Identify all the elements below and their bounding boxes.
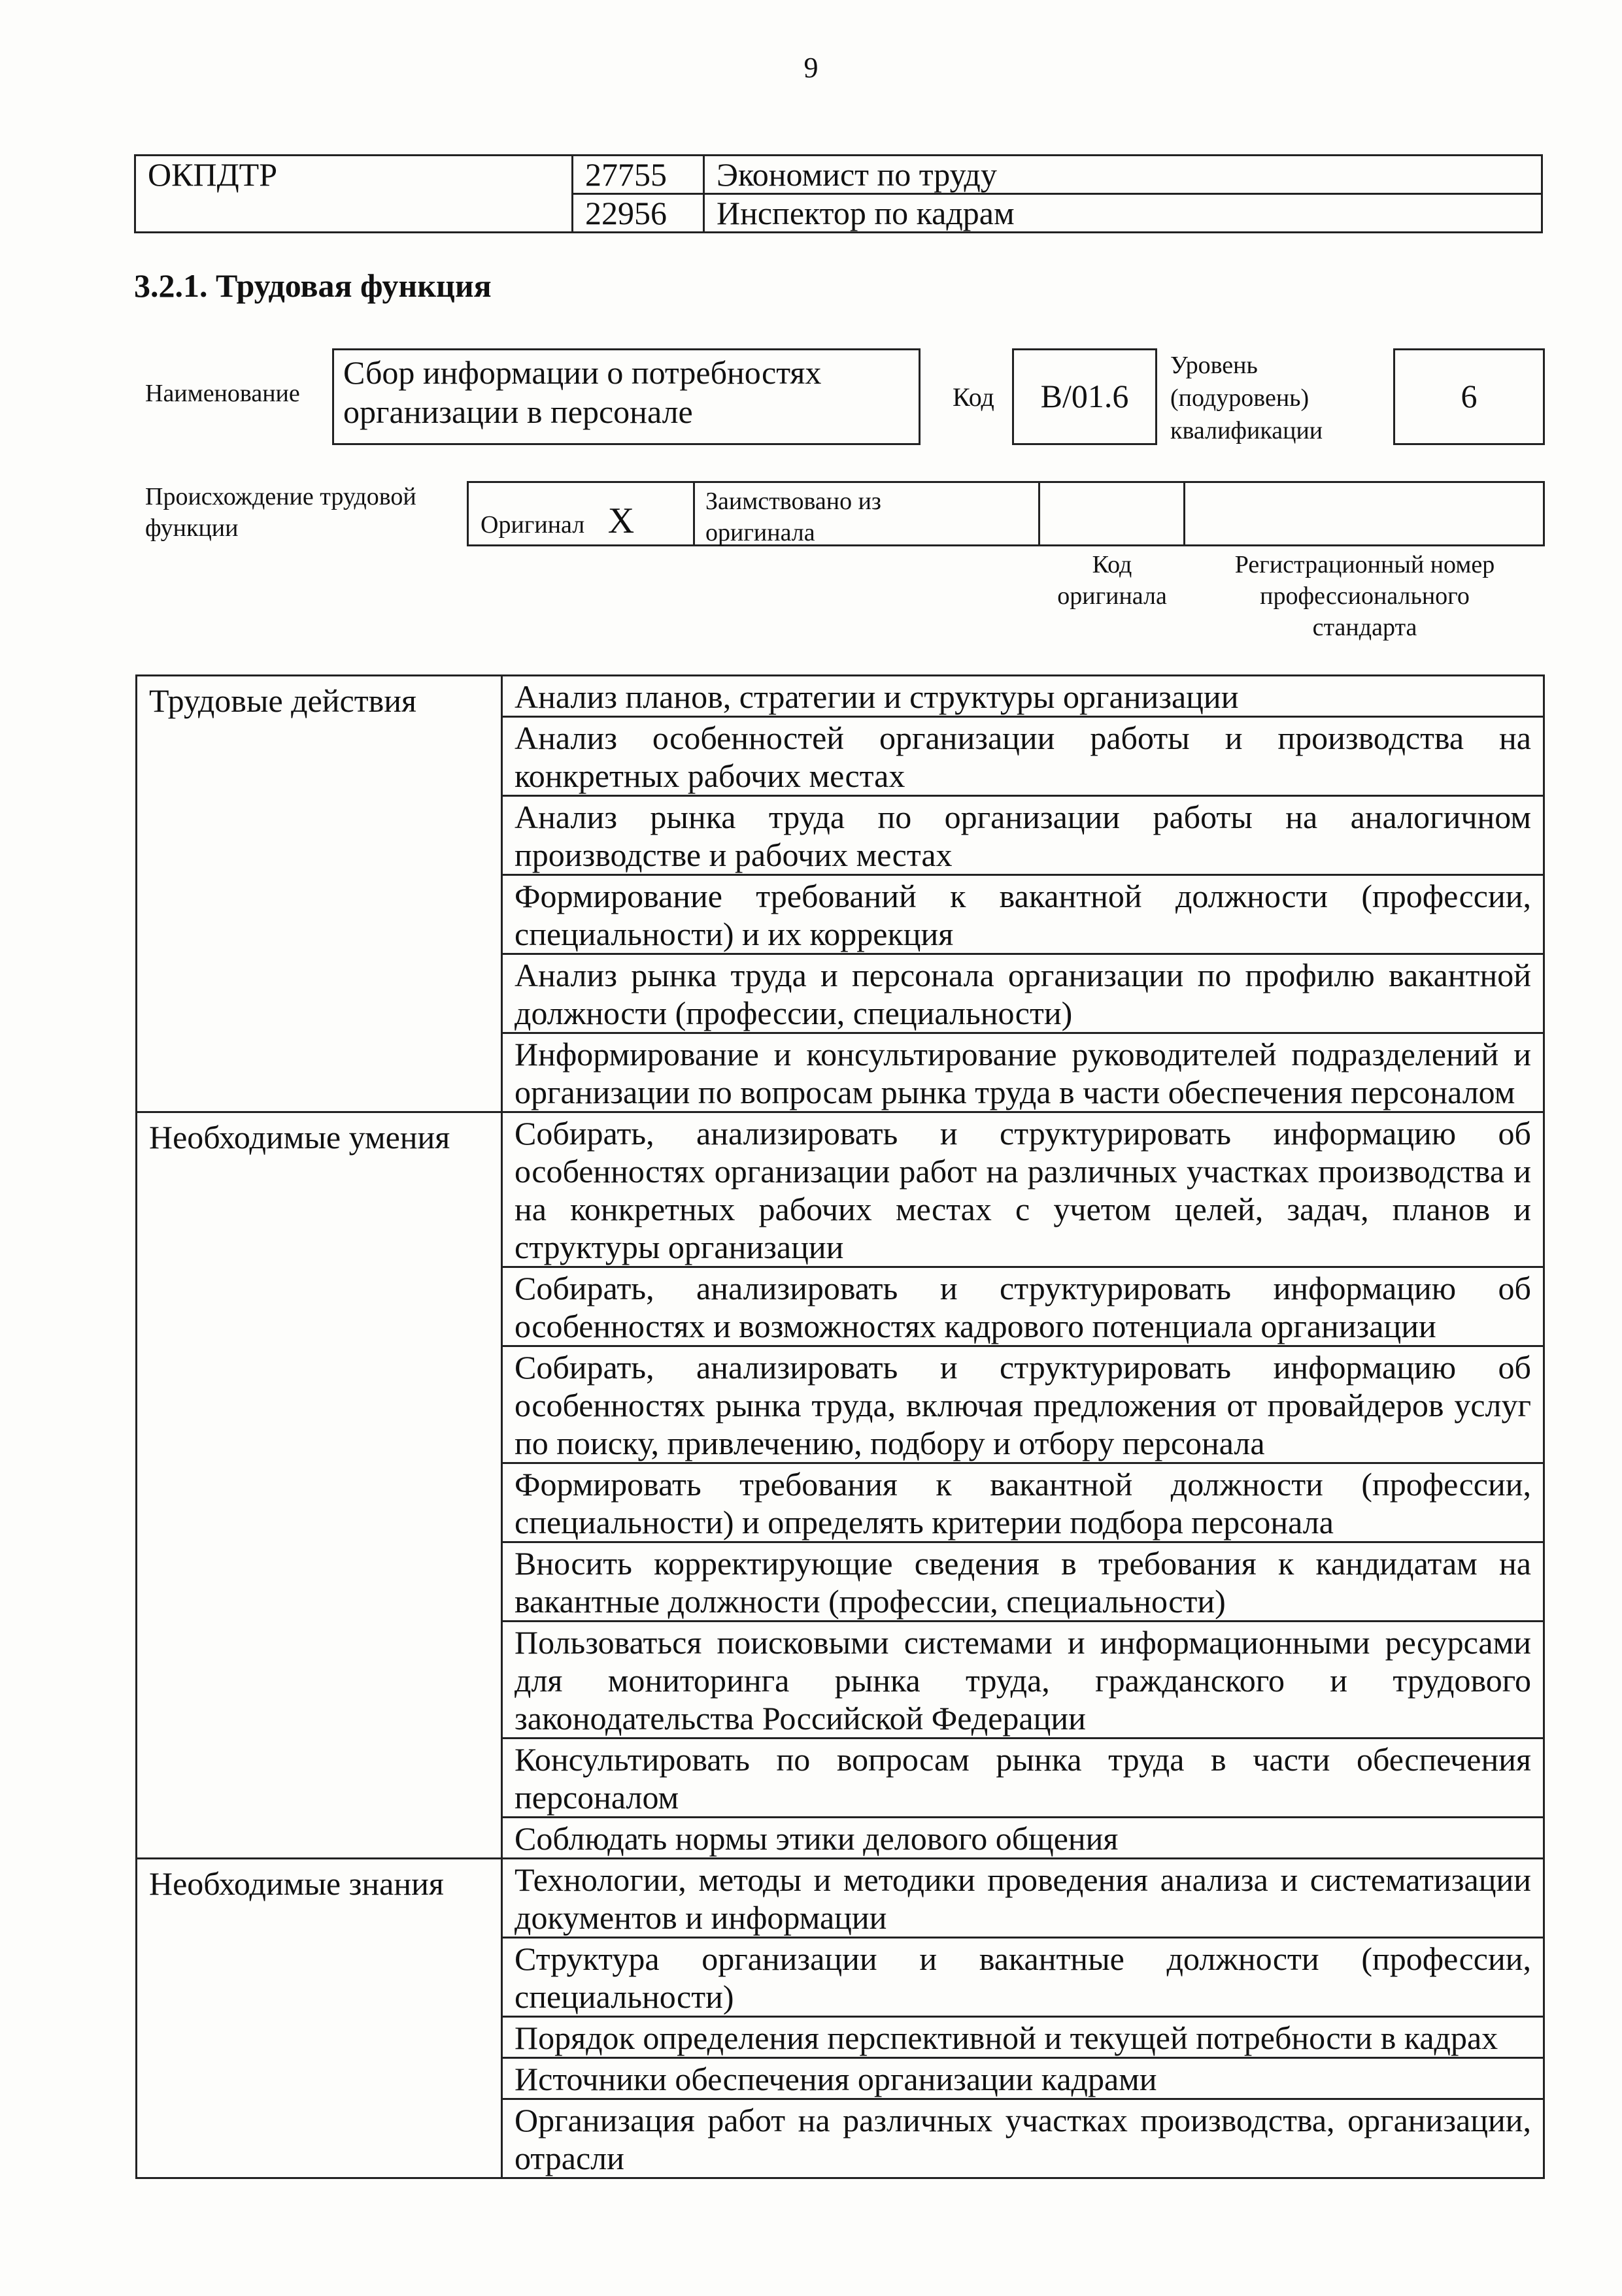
skill-item: Соблюдать нормы этики делового общения [502,1818,1544,1859]
level-label-line: (подуровень) [1170,384,1309,412]
labor-actions-heading: Трудовые действия [137,676,502,1112]
skill-item: Собирать, анализировать и структурировать информацию об особенностях рынка труда, включая предложения от провайдеров услуг по поиску, привлечению, подбору и отбору персонала [502,1346,1544,1463]
origin-original-mark: X [607,501,635,541]
skill-item: Консультировать по вопросам рынка труда в части обеспечения персоналом [502,1739,1544,1818]
caption-line: стандарта [1312,614,1417,641]
origin-label-line: функции [145,514,239,542]
caption-registration-number [1185,549,1545,643]
okpdtr-label: ОКПДТР [135,156,573,233]
knowledge-item: Порядок определения перспективной и текущей потребности в кадрах [502,2017,1544,2058]
origin-original-cell [469,483,695,544]
origin-borrowed-cell [695,483,1040,544]
origin-box [467,481,1545,546]
labor-action-item: Анализ рынка труда и персонала организации по профилю вакантной должности (профессии, специальности) [502,954,1544,1033]
okpdtr-table [134,154,1543,233]
okpdtr-row [135,156,1542,194]
caption-line: Регистрационный номер [1234,551,1495,578]
okpdtr-code: 27755 [573,156,704,194]
labor-action-item: Анализ рынка труда по организации работы на аналогичном производстве и рабочих местах [502,796,1544,875]
skill-item: Пользоваться поисковыми системами и информационными ресурсами для мониторинга рынка труда, гражданского и трудового законодательства Российской Федерации [502,1622,1544,1739]
knowledge-heading: Необходимые знания [137,1859,502,2178]
level-label-line: квалификации [1170,417,1323,444]
origin-label [145,481,416,544]
name-label: Наименование [145,380,300,407]
origin-borrowed-line: оригинала [705,519,815,546]
labor-action-item: Формирование требований к вакантной должности (профессии, специальности) и их коррекция [502,875,1544,954]
origin-code-cell [1040,483,1185,544]
skill-item: Формировать требования к вакантной должности (профессии, специальности) и определять критерии подбора персонала [502,1463,1544,1542]
level-label-line: Уровень [1170,352,1258,379]
table-row [137,1859,1544,1938]
function-details-table [135,674,1545,2179]
knowledge-item: Организация работ на различных участках производства, организации, отрасли [502,2099,1544,2178]
section-title: 3.2.1. Трудовая функция [134,267,492,304]
skill-item: Собирать, анализировать и структурировать информацию об особенностях организации работ на различных участках производства и на конкретных рабочих местах с учетом целей, задач, планов и структуры организации [502,1112,1544,1267]
skills-heading: Необходимые умения [137,1112,502,1859]
knowledge-item: Технологии, методы и методики проведения анализа и систематизации документов и информации [502,1859,1544,1938]
level-value: 6 [1393,348,1545,445]
skill-item: Вносить корректирующие сведения в требования к кандидатам на вакантные должности (профессии, специальности) [502,1542,1544,1622]
skill-item: Собирать, анализировать и структурировать информацию об особенностях и возможностях кадрового потенциала организации [502,1267,1544,1346]
caption-line: профессионального [1260,582,1470,610]
origin-borrowed-line: Заимствовано из [705,488,881,515]
caption-line: Код [1092,551,1132,578]
caption-original-code [1039,549,1185,612]
labor-action-item: Анализ особенностей организации работы и производства на конкретных рабочих местах [502,717,1544,796]
function-name-line: организации в персонале [343,393,693,430]
level-label [1170,349,1323,447]
caption-line: оригинала [1057,582,1167,610]
labor-action-item: Информирование и консультирование руководителей подразделений и организации по вопросам рынка труда в части обеспечения персоналом [502,1033,1544,1112]
origin-label-line: Происхождение трудовой [145,483,416,510]
code-label: Код [953,382,994,412]
table-row [137,1112,1544,1267]
function-name-line: Сбор информации о потребностях [343,354,822,391]
table-row [137,676,1544,717]
okpdtr-name: Экономист по труду [704,156,1542,194]
origin-original-label: Оригинал [481,511,585,539]
knowledge-item: Структура организации и вакантные должности (профессии, специальности) [502,1938,1544,2017]
knowledge-item: Источники обеспечения организации кадрами [502,2058,1544,2099]
okpdtr-code: 22956 [573,194,704,233]
okpdtr-name: Инспектор по кадрам [704,194,1542,233]
code-value: B/01.6 [1012,348,1157,445]
function-name-box [332,348,921,445]
page-number: 9 [803,52,819,84]
origin-reg-cell [1185,483,1545,544]
labor-action-item: Анализ планов, стратегии и структуры организации [502,676,1544,717]
